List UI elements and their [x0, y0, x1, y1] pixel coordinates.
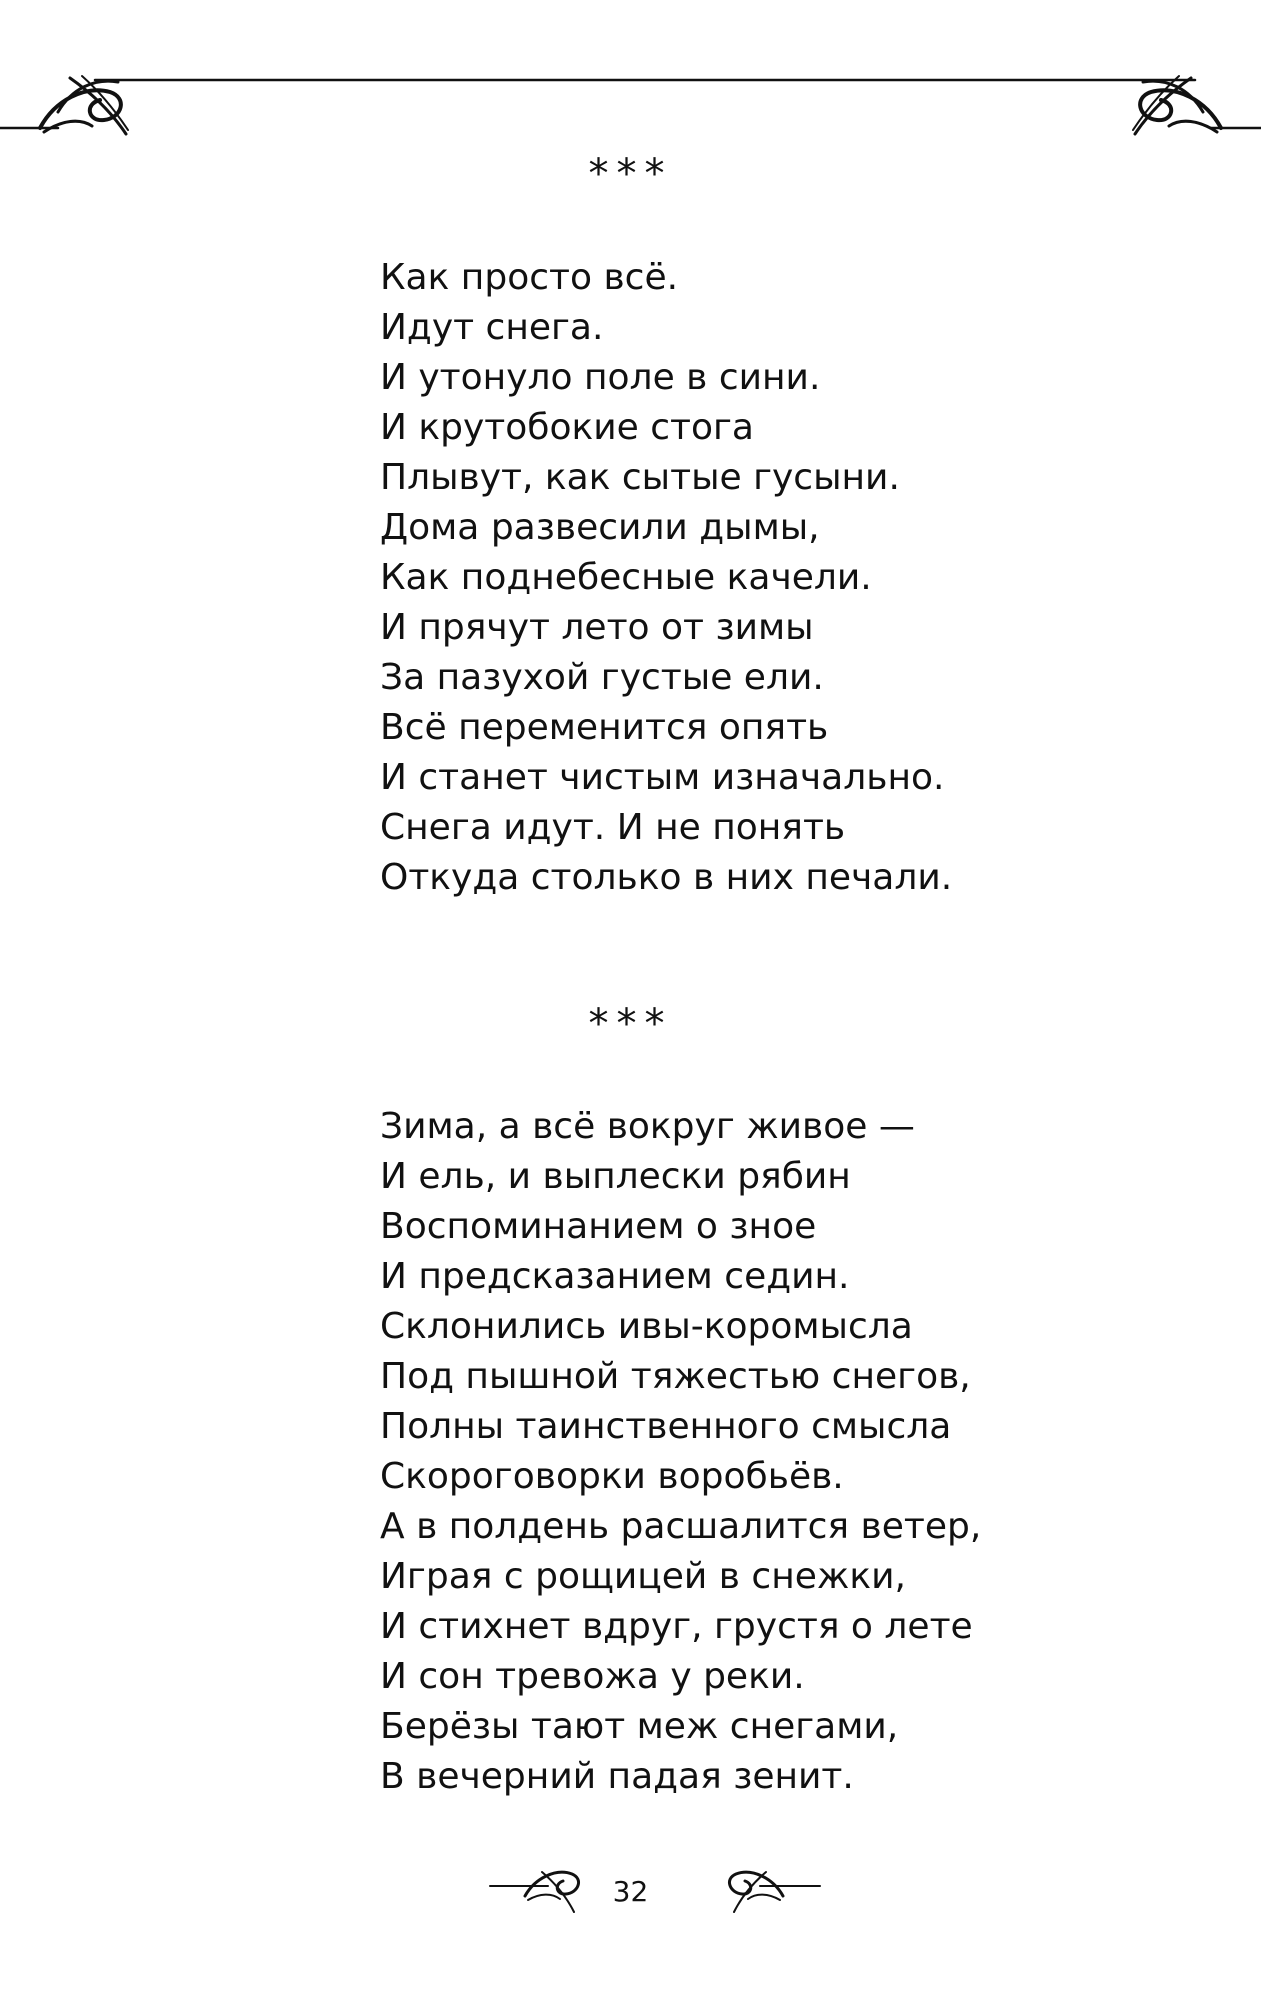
poem-line: За пазухой густые ели. [380, 657, 824, 698]
poem-line: Снега идут. И не понять [380, 807, 846, 848]
left-scroll-icon [40, 76, 128, 134]
poem-2 [380, 1102, 981, 1802]
poem-line: Скороговорки воробьёв. [380, 1456, 844, 1497]
poem-line: Зима, а всё вокруг живое — [380, 1106, 915, 1147]
poem-line: В вечерний падая зенит. [380, 1756, 854, 1797]
right-scroll-icon [1133, 76, 1221, 134]
header-ornament [0, 76, 1261, 134]
poem-line: Всё переменится опять [380, 707, 829, 748]
poem-line: Полны таинственного смысла [380, 1406, 952, 1447]
section-separator: *** [588, 151, 673, 197]
poem-line: Берёзы тают меж снегами, [380, 1706, 899, 1747]
poem-line: Идут снега. [380, 307, 604, 348]
poem-line: И утонуло поле в сини. [380, 357, 821, 398]
poem-line: А в полдень расшалится ветер, [380, 1506, 982, 1547]
poem-line: Как просто всё. [380, 257, 679, 298]
poem-line: И станет чистым изначально. [380, 757, 945, 798]
poem-line: Как поднебесные качели. [380, 557, 872, 598]
section-separator: *** [588, 1001, 673, 1047]
poem-line: Играя с рощицей в снежки, [380, 1556, 906, 1597]
poem-line: Откуда столько в них печали. [380, 857, 953, 898]
poem-line: И стихнет вдруг, грустя о лете [380, 1606, 973, 1647]
poem-line: Воспоминанием о зное [380, 1206, 817, 1247]
poem-line: И прячут лето от зимы [380, 607, 814, 648]
poem-1 [380, 253, 952, 903]
poem-line: Склонились ивы-коромысла [380, 1306, 913, 1347]
poem-line: И крутобокие стога [380, 407, 754, 448]
poem-line: Дома развесили дымы, [380, 507, 820, 548]
poem-line: Плывут, как сытые гусыни. [380, 457, 900, 498]
poem-line: И сон тревожа у реки. [380, 1656, 805, 1697]
poem-line: И ель, и выплески рябин [380, 1156, 851, 1197]
poem-line: Под пышной тяжестью снегов, [380, 1356, 971, 1397]
poem-line: И предсказанием седин. [380, 1256, 850, 1297]
page-number: 32 [612, 1875, 649, 1908]
